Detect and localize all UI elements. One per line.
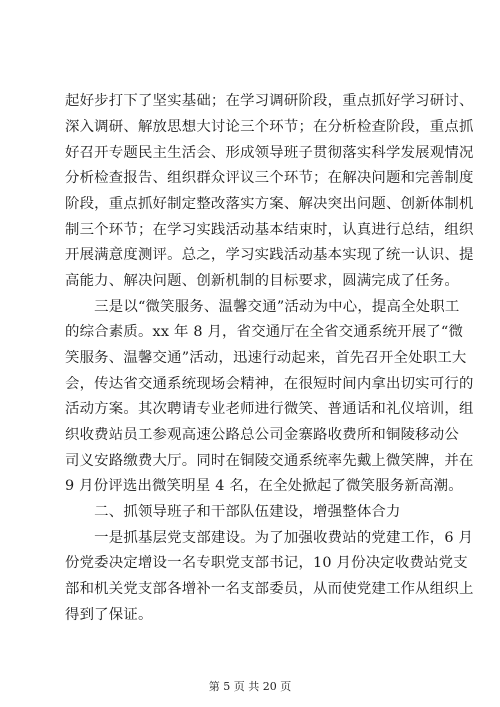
body-line: 的综合素质。xx 年 8 月，省交通厅在全省交通系统开展了“微: [65, 324, 464, 340]
body-line: 分析检查报告、组织群众评议三个环节；在解决问题和完善制度: [65, 170, 474, 186]
body-line: 阶段，重点抓好制定整改落实方案、解决突出问题、创新体制机: [65, 196, 474, 212]
paragraph-start-line: 一是抓基层党支部建设。为了加强收费站的党建工作，6 月: [65, 530, 474, 546]
body-line: 制三个环节；在学习实践活动基本结束时，认真进行总结，组织: [65, 222, 474, 238]
body-line: 开展满意度测评。总之，学习实践活动基本实现了统一认识、提: [65, 247, 474, 263]
body-line: 9 月份评选出微笑明星 4 名，在全处掀起了微笑服务新高潮。: [65, 478, 463, 494]
page-number-footer: 第 5 页 共 20 页: [208, 680, 292, 693]
body-line: 深入调研、解放思想大讨论三个环节；在分析检查阶段，重点抓: [65, 119, 474, 135]
body-line: 起好步打下了坚实基础；在学习调研阶段，重点抓好学习研讨、: [65, 93, 474, 109]
body-line: 织收费站员工参观高速公路总公司金寨路收费所和铜陵移动公: [65, 427, 459, 443]
body-line: 会，传达省交通系统现场会精神，在很短时间内拿出切实可行的: [65, 376, 474, 392]
body-line: 笑服务、温馨交通”活动，迅速行动起来，首先召开全处职工大: [65, 350, 467, 366]
body-line: 部和机关党支部各增补一名支部委员，从而使党建工作从组织上: [65, 581, 474, 597]
section-heading: 二、抓领导班子和干部队伍建设，增强整体合力: [65, 504, 401, 520]
body-line: 高能力、解决问题、创新机制的目标要求，圆满完成了任务。: [65, 273, 459, 289]
paragraph-start-line: 三是以“微笑服务、温馨交通”活动为中心，提高全处职工: [65, 299, 460, 315]
body-line: 得到了保证。: [65, 607, 153, 623]
body-line: 活动方案。其次聘请专业老师进行微笑、普通话和礼仪培训，组: [65, 401, 474, 417]
body-line: 份党委决定增设一名专职党支部书记，10 月份决定收费站党支: [65, 555, 468, 571]
body-line: 好召开专题民主生活会、形成领导班子贯彻落实科学发展观情况: [65, 145, 474, 161]
body-line: 司义安路缴费大厅。同时在铜陵交通系统率先戴上微笑牌，并在: [65, 453, 474, 469]
